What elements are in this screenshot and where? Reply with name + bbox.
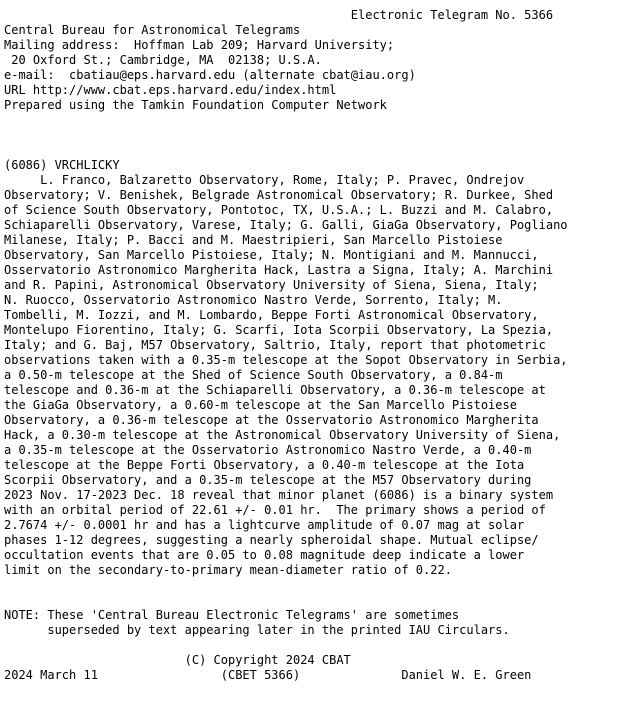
report-line: the GiaGa Observatory, a 0.60-m telescope at the San Marcello Pistoiese [4,398,517,412]
report-line: Scorpii Observatory, and a 0.35-m telescope at the M57 Observatory during [4,473,532,487]
blank-line [4,113,643,128]
report-line: telescope and 0.36-m at the Schiaparelli Observatory, a 0.36-m telescope at [4,383,546,397]
report-line: and R. Papini, Astronomical Observatory University of Siena, Siena, Italy; [4,278,539,292]
report-line: L. Franco, Balzaretto Observatory, Rome, Italy; P. Pravec, Ondrejov [4,173,525,187]
report-line: occultation events that are 0.05 to 0.08 magnitude deep indicate a lower [4,548,525,562]
report-line: Observatory; V. Benishek, Belgrade Astronomical Observatory; R. Durkee, Shed [4,188,554,202]
blank-line [4,638,643,653]
street-address: 20 Oxford St.; Cambridge, MA 02138; U.S.A. [4,53,322,67]
report-line: Tombelli, M. Iozzi, and M. Lombardo, Beppe Forti Astronomical Observatory, [4,308,539,322]
report-line: of Science South Observatory, Pontotoc, TX, U.S.A.; L. Buzzi and M. Calabro, [4,203,554,217]
report-line: a 0.35-m telescope at the Osservatorio Astronomico Nastro Verde, a 0.40-m [4,443,532,457]
report-line: N. Ruocco, Osservatorio Astronomico Nastro Verde, Sorrento, Italy; M. [4,293,503,307]
prepared-by-line: Prepared using the Tamkin Foundation Computer Network [4,98,387,112]
url-line: URL http://www.cbat.eps.harvard.edu/index.html [4,83,337,97]
report-line: 2023 Nov. 17-2023 Dec. 18 reveal that minor planet (6086) is a binary system [4,488,554,502]
blank-line [4,143,643,158]
mailing-address: Mailing address: Hoffman Lab 209; Harvard University; [4,38,395,52]
copyright-line: (C) Copyright 2024 CBAT [4,653,351,667]
report-line: a 0.50-m telescope at the Shed of Science South Observatory, a 0.84-m [4,368,503,382]
telegram-number: Electronic Telegram No. 5366 [4,8,554,22]
report-line: with an orbital period of 22.61 +/- 0.01 hr. The primary shows a period of [4,503,546,517]
report-line: Milanese, Italy; P. Bacci and M. Maestripieri, San Marcello Pistoiese [4,233,503,247]
blank-line [4,128,643,143]
object-title: (6086) VRCHLICKY [4,158,120,172]
blank-line [4,593,643,608]
report-line: 2.7674 +/- 0.0001 hr and has a lightcurve amplitude of 0.07 mag at solar [4,518,525,532]
report-line: observations taken with a 0.35-m telescope at the Sopot Observatory in Serbia, [4,353,568,367]
email-line: e-mail: cbatiau@eps.harvard.edu (alternate cbat@iau.org) [4,68,416,82]
report-line: Montelupo Fiorentino, Italy; G. Scarfi, Iota Scorpii Observatory, La Spezia, [4,323,554,337]
report-line: limit on the secondary-to-primary mean-diameter ratio of 0.22. [4,563,452,577]
report-line: telescope at the Beppe Forti Observatory, a 0.40-m telescope at the Iota [4,458,525,472]
report-line: Italy; and G. Baj, M57 Observatory, Saltrio, Italy, report that photometric [4,338,546,352]
note-line: NOTE: These 'Central Bureau Electronic Telegrams' are sometimes [4,608,460,622]
report-line: phases 1-12 degrees, suggesting a nearly spheroidal shape. Mutual eclipse/ [4,533,539,547]
report-line: Osservatorio Astronomico Margherita Hack, Lastra a Signa, Italy; A. Marchini [4,263,554,277]
report-line: Observatory, San Marcello Pistoiese, Italy; N. Montigiani and M. Mannucci, [4,248,539,262]
note-line: superseded by text appearing later in the printed IAU Circulars. [4,623,510,637]
report-line: Schiaparelli Observatory, Varese, Italy; G. Galli, GiaGa Observatory, Pogliano [4,218,568,232]
bureau-name: Central Bureau for Astronomical Telegrams [4,23,301,37]
blank-line [4,578,643,593]
report-line: Observatory, a 0.36-m telescope at the Osservatorio Astronomico Margherita [4,413,539,427]
report-line: Hack, a 0.30-m telescope at the Astronomical Observatory University of Siena, [4,428,561,442]
signature-line: 2024 March 11 (CBET 5366) Daniel W. E. Green [4,668,532,682]
